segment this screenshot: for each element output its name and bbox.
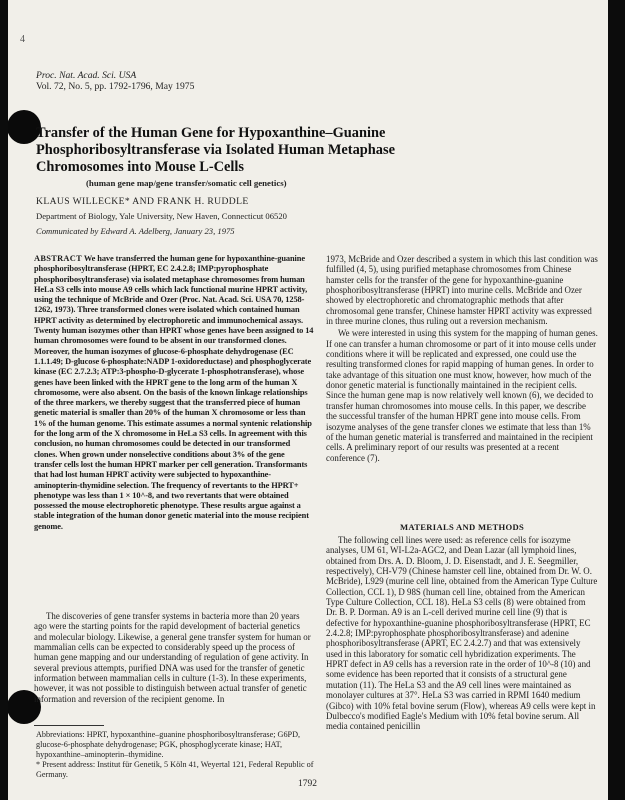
abstract-text: We have transferred the human gene for hypoxanthine-guanine phosphoribosyltransferase (HPRT, EC 2.4.2.8; IMP:pyrophosphate phosphoribosyltransferase) via isolated metaphase chromosomes from human HeLa S3 cells into mouse A9 cells which lack functional murine HPRT activity, using the technique of McBride and Ozer (Proc. Nat. Acad. Sci. USA 70, 1258-1262, 1973). Three transformed clones were isolated which contained human HPRT activity as determined by electrophoretic and immunochemical assays. Twenty human isozymes other than HPRT whose genes have been assigned to 14 human chromosomes were found to be absent in our transformed clones. Moreover, the human isozymes of glucose-6-phosphate dehydrogenase (EC 1.1.1.49; D-glucose 6-phosphate:NADP 1-oxidoreductase) and phosphoglycerate kinase (EC 2.7.2.3; ATP:3-phospho-D-glycerate 1-phosphotransferase), whose genes have been linked with the HPRT gene to the long arm of the human X chromosome, were also absent. On the basis of the known linkage relationships of the three markers, we thereby suggest that the transferred piece of human genetic material is smaller than 20% of the human X chromosome or less than 1% of the human genome. This estimate assumes a normal syntenic relationship for the long arm of the X chromosome in HeLa S3 cells. In agreement with this conclusion, no human chromosomes could be detected in our transformed clones. When grown under nonselective conditions about 3% of the gene transfer cells lost the human HPRT marker per cell generation. Transformants that had lost human HPRT activity were subjected to hypoxanthine-aminopterin-thymidine selection. The frequency of revertants to the HPRT+ phenotype was less than 1 × 10^-8, and two revertants that were obtained possessed the mouse electrophoretic phenotype. These results argue against a stable integration of the human donor genetic material into the mouse recipient genome. [34,254,314,531]
body-paragraph: 1973, McBride and Ozer described a system in which this last condition was fulfilled (4, 5), using purified metaphase chromosomes from Chinese hamster cells for the transfer of the gene for hypoxanthine-guanine phosphoribosyltransferase (HPRT) into murine cells. McBride and Ozer showed by electrophoretic and chromatographic methods that after chromosomal gene transfer, Chinese hamster HPRT activity was expressed in three murine clones, thus ruling out a reversion mechanism. [326,254,598,327]
volume-line: Vol. 72, No. 5, pp. 1792-1796, May 1975 [36,81,195,92]
footnote-address: * Present address: Institut für Genetik, 5 Köln 41, Weyertal 121, Federal Republic of Germany. [36,760,314,779]
title-line: Chromosomes into Mouse L-Cells [36,159,244,175]
authors: KLAUS WILLECKE* AND FRANK H. RUDDLE [36,196,249,207]
keywords: (human gene map/gene transfer/somatic cell genetics) [86,178,287,188]
intro-paragraph: The discoveries of gene transfer systems in bacteria more than 20 years ago were the starting points for the rapid development of bacterial genetics and molecular biology. Likewise, a general gene transfer system for human or mammalian cells can be expected to considerably speed up the process of human gene mapping and our understanding of regulation of gene activity. In several previous attempts, purified DNA was used for the transfer of genetic information between mammalian cells in culture (1-3). In these experiments, however, it was not possible to distinguish between actual transfer of genetic information and reversion of the recipient genome. In [34,611,311,704]
section-heading: MATERIALS AND METHODS [399,522,525,532]
paper-page [8,0,608,800]
communicated-by: Communicated by Edward A. Adelberg, January 23, 1975 [36,226,235,236]
footnote-abbreviations: Abbreviations: HPRT, hypoxanthine–guanine phosphoribosyltransferase; G6PD, glucose-6-phosphate dehydrogenase; PGK, phosphoglycerate kinase; HAT, hypoxanthine–aminopterin–thymidine. [36,730,301,759]
right-column-text [326,254,598,465]
corner-mark: 4 [20,34,25,45]
footnote-rule [34,725,104,726]
methods-paragraph: The following cell lines were used: as reference cells for isozyme analyses, UM 61, WI-L2a-AGC2, and Dean Lazar (all lymphoid lines, obtained from Drs. A. D. Bloom, J. D. Eisenstadt, and J. E. Seegmiller, respectively), CH-V79 (Chinese hamster cell line, obtained from Dr. W. O. McBride), L929 (murine cell line, obtained from the American Type Culture Collection, CCL 1), D 98S (human cell line, obtained from the American Type Culture Collection, CCL 18). HeLa S3 cells (8) were obtained from Dr. B. P. Dorman. A9 is an L-cell derived murine cell line (9) that is defective for hypoxanthine-guanine phosphoribosyltransferase (HPRT, EC 2.4.2.8; IMP:pyrophosphate phosphoribosyltransferase) and adenine phosphoribosyltransferase (APRT, EC 2.4.2.7) and that was extensively used in this laboratory for somatic cell hybridization experiments. The HPRT defect in A9 cells has a reversion rate in the order of 10^-8 (10) and some evidence has been reported that it consists of a structural gene mutation (11). The HeLa S3 and the A9 cell lines were maintained as monolayer cultures at 37°. HeLa S3 was carried in RPMI 1640 medium (Gibco) with 10% fetal bovine serum (Flow), whereas A9 cells were kept in Dulbecco's modified Eagle's Medium with 10% fetal bovine serum. All media contained penicillin [326,535,598,732]
page-number: 1792 [298,779,317,789]
journal-name: Proc. Nat. Acad. Sci. USA [36,70,137,81]
abstract-label: ABSTRACT [34,254,83,263]
abstract [34,254,314,532]
title-line: Transfer of the Human Gene for Hypoxanthine–Guanine [36,125,386,141]
affiliation: Department of Biology, Yale University, New Haven, Connecticut 06520 [36,211,287,221]
body-paragraph: We were interested in using this system for the mapping of human genes. If one can transfer a human chromosome or part of it into mouse cells under conditions where it will be replicated and expressed, one could use the resulting transformed clones for rapid mapping of human genes. In order to take advantage of this situation one must know, however, how much of the donor genetic material is functionally maintained in the recipient cells. Since the human gene map is now relatively well known (6), we decided to transfer human chromosomes into mouse cells. In this paper, we describe the successful transfer of the human HPRT gene into mouse cells. From isozyme analyses of the gene transfer clones we estimate that less than 1% of the human genetic material is transferred and maintained in the recipient cells. A preliminary report of our results was presented at a recent conference (7). [326,328,598,463]
paper-title [36,125,536,176]
title-line: Phosphoribosyltransferase via Isolated Human Metaphase [36,142,395,158]
